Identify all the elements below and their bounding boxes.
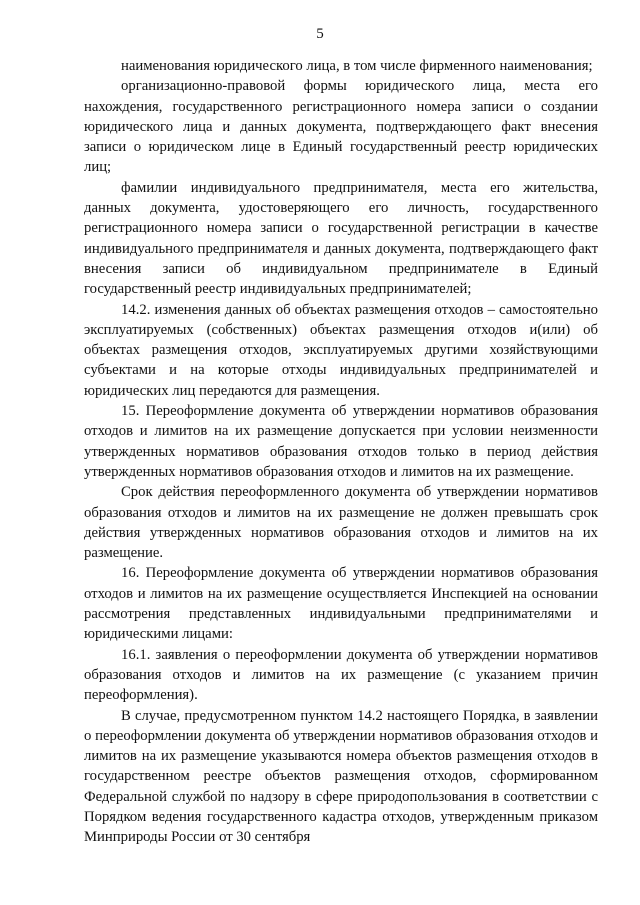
- page-number: 5: [316, 26, 324, 42]
- paragraph-item-validity: Срок действия переоформленного документа об утверждении нормативов образования отходов и лимитов на их размещение не должен превышать срок действия утвержденных нормативов образования отходов и лимитов на их размещение.: [84, 484, 598, 562]
- paragraph-item-16-1: 16.1. заявления о переоформлении документа об утверждении нормативов образования отходов и лимитов на их размещение (с указанием причин переоформления).: [84, 646, 598, 704]
- paragraph-item-case-14-2: В случае, предусмотренном пунктом 14.2 настоящего Порядка, в заявлении о переоформлении документа об утверждении нормативов образования отходов и лимитов на их размещение указываются номера объектов размещения отходов в государственном реестре объектов размещения отходов, сформированном Федеральной службой по надзору в сфере природопользования в соответствии с Порядком ведения государственного кадастра отходов, утвержденным приказом Минприроды России от 30 сентября: [84, 707, 598, 846]
- paragraph-item-firm-name: наименования юридического лица, в том числе фирменного наименования;: [121, 58, 593, 74]
- paragraph-item-16: 16. Переоформление документа об утверждении нормативов образования отходов и лимитов на их размещение осуществляется Инспекцией на основании рассмотрения представленных индивидуальными предпринимателями и юридическими лицами:: [84, 565, 598, 643]
- paragraph-item-14-2: 14.2. изменения данных об объектах размещения отходов – самостоятельно эксплуатируемых (собственных) объектах размещения отходов и(или) об объектах размещения отходов, эксплуатируемых другими хозяйствующими субъектами и на которые отходы индивидуальных предпринимателей и юридических лиц передаются для размещения.: [84, 301, 598, 399]
- paragraph-item-15: 15. Переоформление документа об утверждении нормативов образования отходов и лимитов на их размещение допускается при условии неизменности утвержденных нормативов образования отходов только в период действия утвержденных нормативов образования отходов и лимитов на их размещение.: [84, 403, 598, 480]
- document-body: [84, 56, 598, 848]
- paragraph-item-entrepreneur: фамилии индивидуального предпринимателя, места его жительства, данных документа, удостоверяющего его личность, государственного регистрационного номера записи о государственной регистрации в качестве индивидуального предпринимателя и данных документа, подтверждающего факт внесения записи об индивидуальном предпринимателе в Единый государственный реестр индивидуальных предпринимателей;: [84, 179, 598, 298]
- paragraph-item-legal-form: организационно-правовой формы юридического лица, места его нахождения, государственного регистрационного номера записи о создании юридического лица и данных документа, подтверждающего факт внесения записи о юридическом лице в Единый государственный реестр юридических лиц;: [84, 78, 598, 176]
